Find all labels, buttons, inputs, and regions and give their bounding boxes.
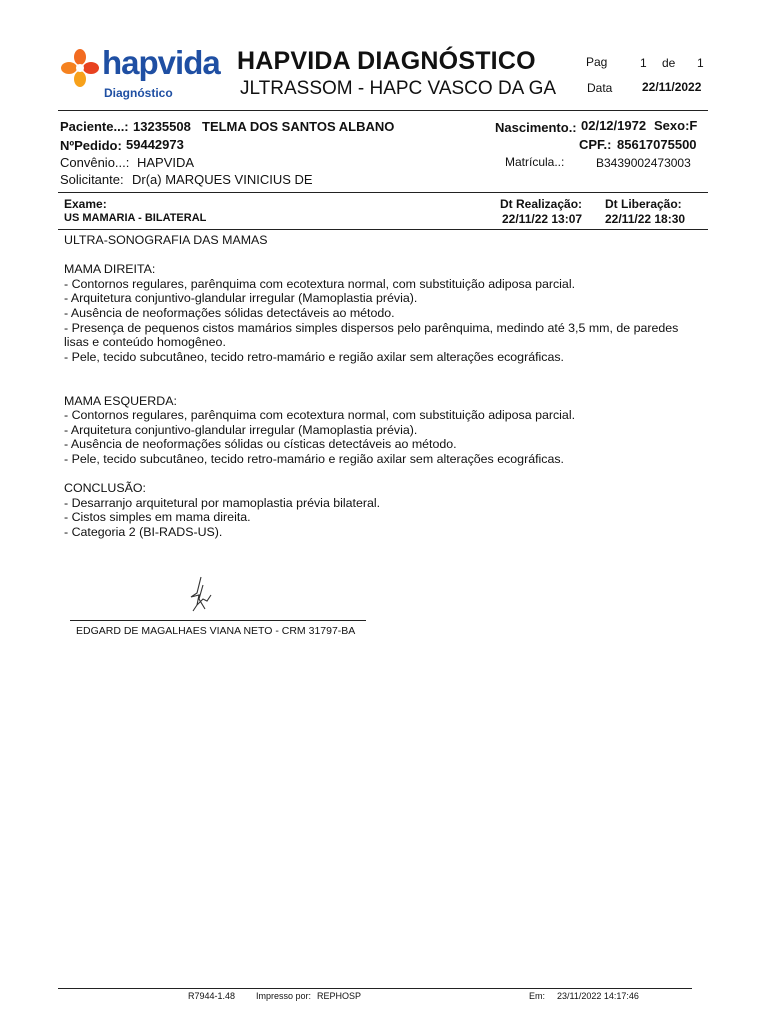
flower-logo-icon [60,48,100,88]
exame-value: US MAMARIA - BILATERAL [64,212,207,224]
page-subtitle: JLTRASSOM - HAPC VASCO DA GA [240,78,557,99]
patient-divider [58,192,708,193]
data-label: Data [587,81,613,95]
pag-current: 1 [640,56,647,70]
footer-em-label: Em: [529,991,546,1001]
paciente-name: TELMA DOS SANTOS ALBANO [202,119,395,134]
convenio-value: HAPVIDA [137,155,195,170]
footer-divider [58,988,692,989]
cpf-value: 85617075500 [617,137,697,152]
footer-impresso-value: REPHOSP [317,991,362,1001]
signature-line [70,620,366,621]
liberacao-value: 22/11/22 18:30 [605,212,686,226]
header-divider [58,110,708,111]
footer-em-value: 23/11/2022 14:17:46 [557,991,639,1001]
realizacao-value: 22/11/22 13:07 [502,212,583,226]
pedido-label: NºPedido: [60,138,122,153]
footer-code: R7944-1.48 [188,991,236,1001]
pedido-value: 59442973 [126,137,184,152]
matricula-label: Matrícula..: [505,155,565,169]
matricula-value: B3439002473003 [596,156,691,170]
logo-sub-text: Diagnóstico [104,86,173,100]
solicitante-value: Dr(a) MARQUES VINICIUS DE [132,172,313,187]
solicitante-label: Solicitante: [60,172,124,187]
cpf-label: CPF.: [579,137,612,152]
pag-label: Pag [586,55,608,69]
sexo-value: Sexo:F [654,118,698,133]
hapvida-logo [60,44,230,104]
paciente-id: 13235508 [133,119,191,134]
report-text: ULTRA-SONOGRAFIA DAS MAMAS MAMA DIREITA: - Contornos regulares, parênquima com ecotextura normal, com substituição adiposa parcial. - Arquitetura conjuntivo-glandular irregular (Mamoplastia prévia). - Ausência de neoformações sólidas detectáveis ao método. - Presença de pequenos cistos mamários simples dispersos pelo parênquima, medindo até 3,5 mm, de paredes lisas e conteúdo homogêneo. - Pele, tecido subcutâneo, tecido retro-mamário e região axilar sem alterações ecográficas. MAMA ESQUERDA: - Contornos regulares, parênquima com ecotextura normal, com substituição adiposa parcial. - Arquitetura conjuntivo-glandular irregular (Mamoplastia prévia). - Ausência de neoformações sólidas ou císticas detectáveis ao método. - Pele, tecido subcutâneo, tecido retro-mamário e região axilar sem alterações ecográficas. CONCLUSÃO: - Desarranjo arquitetural por mamoplastia prévia bilateral. - Cistos simples em mama direita. - Categoria 2 (BI-RADS-US). [64,233,679,539]
signature-name: EDGARD DE MAGALHAES VIANA NETO - CRM 31797-BA [76,625,356,637]
convenio-label: Convênio...: [60,155,130,170]
exame-label: Exame: [64,197,107,211]
signature-mark-icon [185,575,217,615]
nascimento-value: 02/12/1972 [581,118,647,133]
pag-total: 1 [697,56,704,70]
de-label: de [662,56,676,70]
page-title: HAPVIDA DIAGNÓSTICO [237,47,536,75]
footer-impresso-label: Impresso por: [256,991,312,1001]
nascimento-label: Nascimento.: [495,120,577,135]
exam-divider [58,229,708,230]
realizacao-label: Dt Realização: [500,197,583,211]
logo-brand-text: hapvida [102,44,220,81]
data-value: 22/11/2022 [642,80,702,94]
paciente-label: Paciente...: [60,119,129,134]
liberacao-label: Dt Liberação: [605,197,682,211]
